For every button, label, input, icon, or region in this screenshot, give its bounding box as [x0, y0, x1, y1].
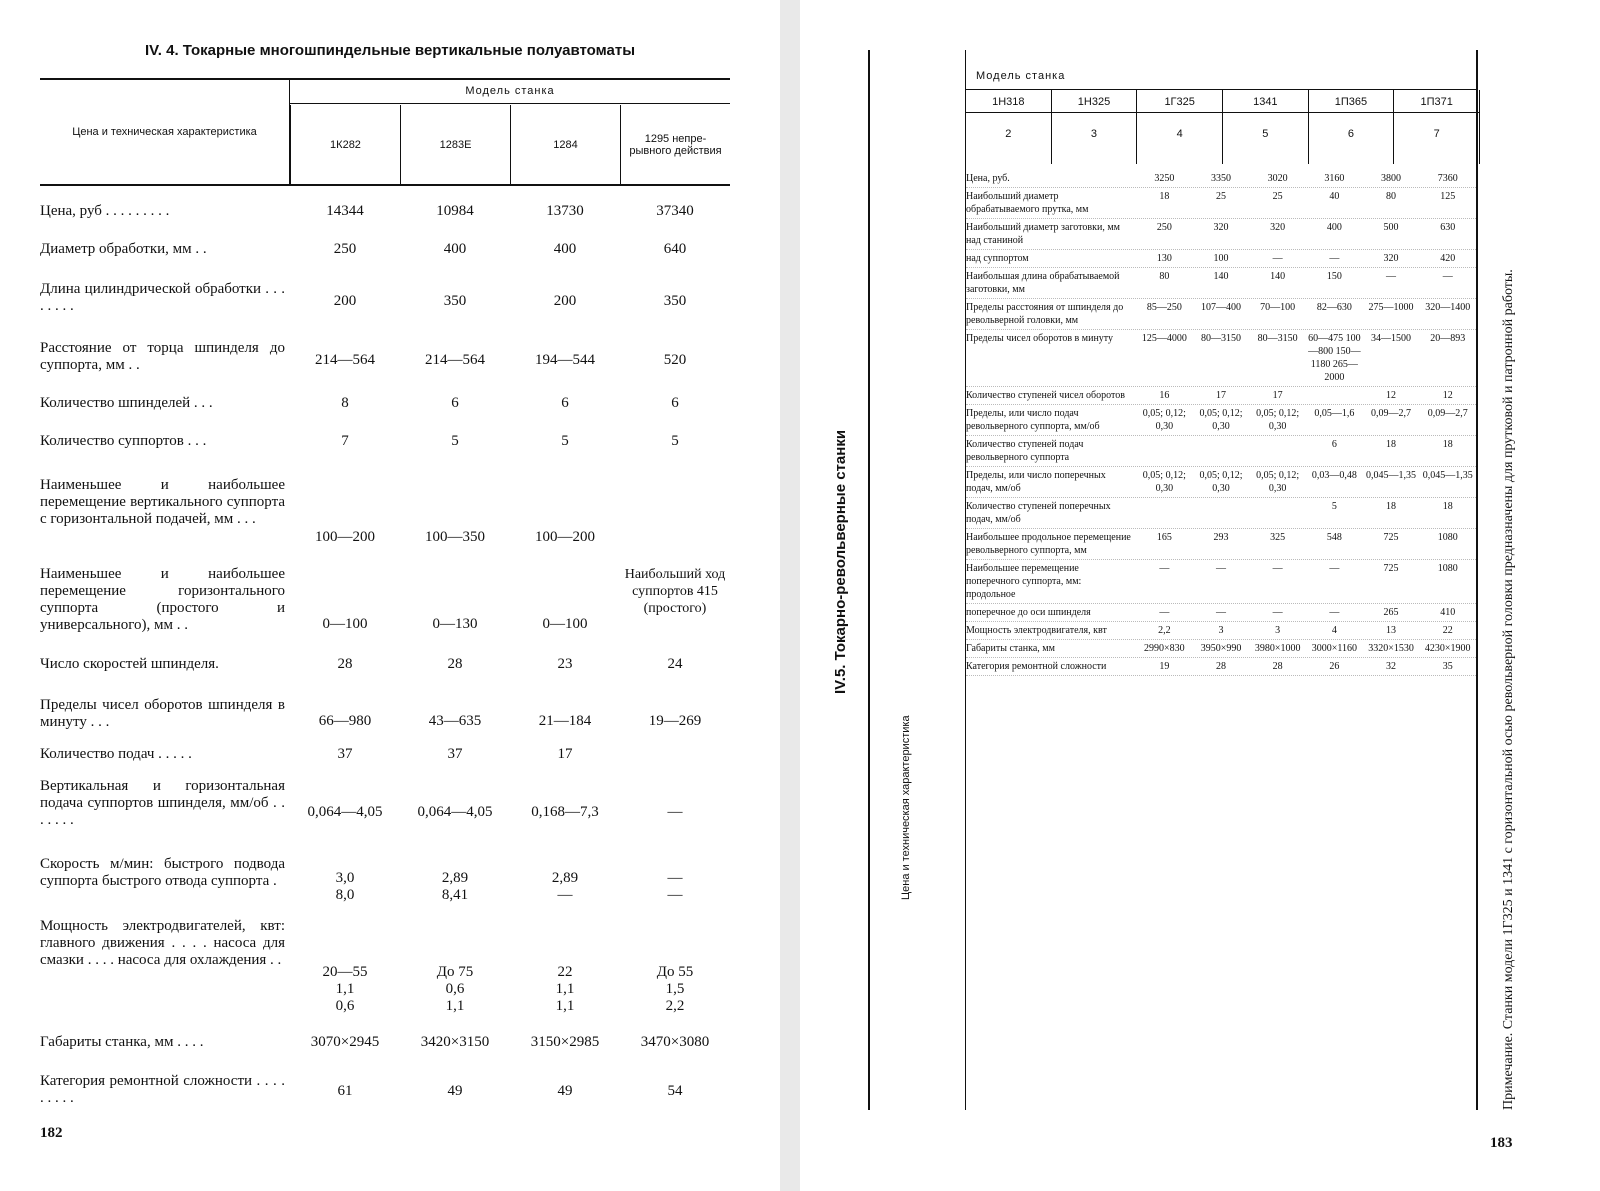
table-row — [966, 467, 1476, 498]
cell-model-3: 0—100 — [542, 616, 588, 632]
cell-model-5: 725 — [1383, 532, 1399, 543]
table-row — [966, 560, 1476, 604]
table-row — [966, 188, 1476, 219]
cell-model-2: 3950×990 — [1200, 643, 1242, 654]
row-label: Цена, руб . . . . . . . . . — [40, 203, 170, 219]
cell-model-2: 3350 — [1211, 173, 1231, 184]
cell-model-4 — [1306, 389, 1363, 402]
column-number: 2 — [1005, 128, 1012, 140]
row-label: Пределы расстояния от шпинделя до револьверной головки, мм — [966, 302, 1124, 326]
cell-model-4: 3160 — [1324, 173, 1345, 184]
cell-model-5: 80 — [1386, 191, 1397, 202]
cell-model-4: 4 — [1331, 625, 1337, 636]
cell-model-2: 350 — [443, 293, 467, 309]
cell-model-2: 17 — [1216, 390, 1226, 401]
model-group-header: Модель станка — [290, 80, 730, 104]
cell-model-5: 13 — [1386, 625, 1397, 636]
model-header-4: 1295 непре-рывного действия — [620, 105, 730, 184]
model-header-1: 1К282 — [290, 105, 400, 184]
cell-model-1 — [1136, 500, 1193, 526]
cell-model-2: 0,05; 0,12; 0,30 — [1199, 470, 1243, 494]
row-label: Наименьшее и наибольшее перемещение вертикального суппорта с горизонтальной подачей, мм . . . — [40, 477, 285, 527]
cell-model-5: 18 — [1386, 439, 1397, 450]
cell-model-6: 125 — [1440, 191, 1456, 202]
cell-model-3: 21—184 — [538, 713, 592, 729]
cell-model-1: 214—564 — [315, 352, 375, 368]
cell-model-1: 130 — [1156, 253, 1172, 264]
cell-model-1: 20—55 1,1 0,6 — [322, 964, 368, 1014]
table-row — [966, 405, 1476, 436]
cell-model-3: 28 — [1272, 661, 1283, 672]
cell-model-2: 100—350 — [425, 529, 485, 545]
cell-model-4: 3470×3080 — [640, 1034, 710, 1050]
cell-model-4: 6 — [1331, 439, 1337, 450]
table-row — [966, 622, 1476, 640]
row-label: Пределы, или число подач револьверного суппорта, мм/об — [966, 408, 1100, 432]
cell-model-3: — — [1272, 253, 1283, 264]
cell-model-1: 0—100 — [322, 616, 368, 632]
cell-model-3: 325 — [1270, 532, 1286, 543]
cell-model-4: Наибольший ход суппортов 415 (простого) — [624, 567, 726, 616]
cell-model-1: 3070×2945 — [310, 1034, 380, 1050]
cell-model-2: 6 — [451, 395, 459, 411]
cell-model-2: 0,05; 0,12; 0,30 — [1199, 408, 1243, 432]
left-table-header — [40, 78, 730, 186]
cell-model-3: 3 — [1275, 625, 1281, 636]
cell-model-5: 3800 — [1381, 173, 1402, 184]
cell-model-2: 0—130 — [432, 616, 478, 632]
model-name: 1П365 — [1309, 96, 1394, 113]
row-label: Расстояние от торца шпинделя до суппорта, мм . . — [40, 340, 285, 373]
cell-model-1: 19 — [1159, 661, 1170, 672]
row-label: Габариты станка, мм — [966, 643, 1055, 654]
cell-model-4: — — — [667, 870, 683, 903]
model-header-2: 1283Е — [400, 105, 510, 184]
cell-model-6: 420 — [1440, 253, 1456, 264]
cell-model-4: 3000×1160 — [1311, 643, 1357, 654]
cell-model-1: 85—250 — [1146, 302, 1182, 313]
row-label: Количество ступеней подач револьверного суппорта — [966, 439, 1084, 463]
model-name: 1П371 — [1394, 96, 1479, 113]
cell-model-4: 0,05—1,6 — [1314, 408, 1355, 419]
row-label: Количество подач . . . . . — [40, 746, 192, 762]
cell-model-2: 25 — [1216, 191, 1226, 202]
cell-model-2: 140 — [1213, 271, 1229, 282]
cell-model-6: 20—893 — [1430, 333, 1466, 344]
cell-model-2: 100 — [1213, 253, 1229, 264]
row-label: Мощность электродвигателей, квт: главного движения . . . . насоса для смазки . . . . насоса для охлаждения . . — [40, 918, 285, 968]
cell-model-1: 61 — [337, 1083, 353, 1099]
table-row — [966, 219, 1476, 250]
right-model-group — [966, 50, 1476, 90]
cell-model-3: 0,05; 0,12; 0,30 — [1256, 408, 1300, 432]
cell-model-4: До 55 1,5 2,2 — [656, 964, 694, 1014]
row-label: Количество ступеней поперечных подач, мм/об — [966, 501, 1111, 525]
cell-model-5: 3320×1530 — [1368, 643, 1414, 654]
cell-model-2: 107—400 — [1201, 302, 1241, 313]
cell-model-4: — — [1329, 563, 1340, 574]
right-model-header — [1052, 90, 1138, 164]
cell-model-4: 37340 — [656, 203, 694, 219]
table-row — [966, 498, 1476, 529]
cell-model-1: 37 — [337, 746, 353, 762]
cell-model-3: 194—544 — [535, 352, 595, 368]
cell-model-2: 3 — [1218, 625, 1224, 636]
right-model-header — [1137, 90, 1223, 164]
cell-model-5: 0,045—1,35 — [1366, 470, 1417, 481]
cell-model-5: 725 — [1383, 563, 1399, 574]
row-label: Количество ступеней чисел оборотов — [966, 390, 1125, 401]
row-label: Категория ремонтной сложности — [966, 661, 1107, 672]
page-number-right: 183 — [1490, 1135, 1513, 1151]
cell-model-2: — — [1216, 563, 1226, 574]
right-model-header — [1223, 90, 1309, 164]
right-model-group-header: Модель станка — [976, 70, 1066, 82]
cell-model-4: 150 — [1326, 271, 1342, 282]
row-label: Диаметр обработки, мм . . — [40, 241, 207, 257]
cell-model-2: 28 — [447, 656, 463, 672]
cell-model-6: 0,045—1,35 — [1422, 470, 1473, 481]
right-model-header — [1309, 90, 1395, 164]
cell-model-4: 54 — [667, 1083, 683, 1099]
row-label: Наибольшее продольное перемещение револьверного суппорта, мм — [966, 532, 1131, 556]
cell-model-3: 100—200 — [535, 529, 595, 545]
cell-model-4: 24 — [667, 656, 683, 672]
cell-model-1: 28 — [337, 656, 353, 672]
cell-model-5: 34—1500 — [1371, 333, 1412, 344]
cell-model-4: 0,03—0,48 — [1311, 470, 1357, 481]
right-table — [868, 50, 1478, 1110]
right-characteristic-header: Цена и техническая характеристика — [900, 715, 912, 900]
cell-model-3: 0,05; 0,12; 0,30 — [1256, 470, 1300, 494]
row-label: над суппортом — [966, 253, 1029, 264]
row-label: Наибольший диаметр заготовки, мм над станиной — [966, 222, 1120, 246]
cell-model-4: 548 — [1326, 532, 1342, 543]
row-label: Вертикальная и горизонтальная подача суппортов шпинделя, мм/об . . . . . . . — [40, 778, 285, 828]
column-number: 3 — [1090, 128, 1098, 140]
cell-model-4: 350 — [663, 293, 687, 309]
cell-model-6: 7360 — [1437, 173, 1458, 184]
table-row — [966, 529, 1476, 560]
cell-model-4: 26 — [1329, 661, 1340, 672]
cell-model-1: 80 — [1159, 271, 1170, 282]
cell-model-6: 1080 — [1437, 563, 1458, 574]
cell-model-3: 400 — [553, 241, 577, 257]
cell-model-1: 18 — [1159, 191, 1170, 202]
cell-model-6: 4230×1900 — [1424, 643, 1471, 654]
column-number: 4 — [1176, 128, 1183, 140]
cell-model-1: 125—4000 — [1141, 333, 1187, 344]
right-model-header — [966, 90, 1052, 164]
right-table-body — [966, 170, 1476, 1110]
cell-model-3: 17 — [1272, 390, 1283, 401]
row-label: Количество шпинделей . . . — [40, 395, 213, 411]
cell-model-5: 0,09—2,7 — [1371, 408, 1412, 419]
cell-model-2: 28 — [1216, 661, 1226, 672]
cell-model-5: 32 — [1386, 661, 1397, 672]
row-label: Длина цилиндрической обработки . . . . . . . . — [40, 281, 285, 314]
cell-model-3: — — [1272, 607, 1283, 618]
row-label: Наименьшее и наибольшее перемещение горизонтального суппорта (простого и универсального), мм . . — [40, 566, 285, 633]
cell-model-4: — — [1329, 253, 1340, 264]
cell-model-1: 0,064—4,05 — [307, 804, 383, 820]
cell-model-3: — — [1272, 563, 1283, 574]
cell-model-4: 6 — [671, 395, 679, 411]
cell-model-4: 5 — [1331, 501, 1337, 512]
cell-model-2 — [1193, 438, 1250, 464]
cell-model-2: 293 — [1213, 532, 1229, 543]
cell-model-2: 49 — [447, 1083, 463, 1099]
cell-model-3: 140 — [1270, 271, 1286, 282]
cell-model-5: 275—1000 — [1368, 302, 1414, 313]
cell-model-2: До 75 0,6 1,1 — [436, 964, 474, 1014]
cell-model-3: 23 — [557, 656, 573, 672]
row-label: Наибольшее перемещение поперечного суппорта, мм: продольное — [966, 563, 1082, 600]
row-label: Пределы чисел оборотов шпинделя в минуту . . . — [40, 697, 285, 730]
cell-model-1: 2,2 — [1158, 625, 1171, 636]
cell-model-3: 3980×1000 — [1254, 643, 1301, 654]
cell-model-2: 400 — [443, 241, 467, 257]
cell-model-1: — — [1159, 607, 1170, 618]
cell-model-1: 7 — [341, 433, 349, 449]
cell-model-5: 320 — [1383, 253, 1399, 264]
cell-model-6: 630 — [1440, 222, 1456, 233]
row-label: Мощность электродвигателя, квт — [966, 625, 1107, 636]
cell-model-6: 0,09—2,7 — [1427, 408, 1468, 419]
row-label: Число скоростей шпинделя. — [40, 656, 219, 672]
cell-model-2: 214—564 — [425, 352, 485, 368]
row-label: Скорость м/мин: быстрого подвода суппорта быстрого отвода суппорта . — [40, 856, 285, 889]
model-name: 1Н325 — [1052, 96, 1137, 113]
cell-model-6: 12 — [1442, 390, 1453, 401]
cell-model-4: 520 — [663, 352, 687, 368]
cell-model-3: 2,89 — — [551, 870, 579, 903]
cell-model-1: 3,0 8,0 — [335, 870, 355, 903]
cell-model-4: — — [667, 804, 683, 820]
cell-model-6: 18 — [1442, 439, 1453, 450]
cell-model-4: 60—475 100—800 150—1180 265—2000 — [1308, 333, 1361, 383]
cell-model-6: 410 — [1440, 607, 1456, 618]
cell-model-6: — — [1442, 271, 1453, 282]
cell-model-3: 3150×2985 — [530, 1034, 600, 1050]
row-label: Наибольший диаметр обрабатываемого прутка, мм — [966, 191, 1089, 215]
cell-model-1: 165 — [1156, 532, 1172, 543]
cell-model-2: 0,064—4,05 — [417, 804, 493, 820]
cell-model-5: 500 — [1383, 222, 1399, 233]
cell-model-4: 19—269 — [648, 713, 702, 729]
cell-model-6: 18 — [1442, 501, 1453, 512]
cell-model-3: 5 — [561, 433, 569, 449]
cell-model-3: 17 — [557, 746, 573, 762]
cell-model-4: 400 — [1326, 222, 1342, 233]
model-name: 1341 — [1223, 96, 1308, 113]
cell-model-1: 0,05; 0,12; 0,30 — [1142, 408, 1186, 432]
cell-model-1: 200 — [333, 293, 357, 309]
row-label: Габариты станка, мм . . . . — [40, 1034, 204, 1050]
cell-model-4: — — [1329, 607, 1340, 618]
cell-model-3: 200 — [553, 293, 577, 309]
page-number-left: 182 — [40, 1125, 63, 1141]
cell-model-1: 250 — [333, 241, 357, 257]
cell-model-2: 10984 — [436, 203, 474, 219]
cell-model-3 — [1249, 500, 1306, 526]
cell-model-1: 14344 — [326, 203, 364, 219]
row-label: Пределы чисел оборотов в минуту — [966, 333, 1114, 344]
cell-model-6: 1080 — [1437, 532, 1458, 543]
cell-model-1: 3250 — [1154, 173, 1175, 184]
cell-model-3: 70—100 — [1260, 302, 1296, 313]
table-row — [966, 170, 1476, 188]
cell-model-1: 66—980 — [318, 713, 372, 729]
page-gutter — [780, 0, 800, 1191]
row-label: Количество суппортов . . . — [40, 433, 207, 449]
cell-model-3: 49 — [557, 1083, 573, 1099]
table-row — [966, 268, 1476, 299]
column-number: 7 — [1433, 128, 1440, 140]
row-label: Пределы, или число поперечных подач, мм/об — [966, 470, 1106, 494]
characteristic-header: Цена и техническая характеристика — [40, 80, 290, 184]
cell-model-1: 2990×830 — [1144, 643, 1185, 654]
cell-model-3: 22 1,1 1,1 — [555, 964, 575, 1014]
cell-model-5: 12 — [1386, 390, 1397, 401]
cell-model-6: 320—1400 — [1425, 302, 1471, 313]
row-label: Наибольшая длина обрабатываемой заготовки, мм — [966, 271, 1120, 295]
cell-model-1: 250 — [1156, 222, 1172, 233]
cell-model-3: 320 — [1270, 222, 1286, 233]
cell-model-5: 265 — [1383, 607, 1399, 618]
table-row — [966, 330, 1476, 387]
right-model-header — [1394, 90, 1480, 164]
cell-model-1: 100—200 — [315, 529, 375, 545]
cell-model-2: — — [1216, 607, 1226, 618]
table-row — [966, 604, 1476, 622]
left-page — [0, 0, 780, 1191]
table-row — [966, 658, 1476, 676]
right-table-title: IV.5. Токарно-револьверные станки — [832, 429, 849, 694]
cell-model-4: 82—630 — [1316, 302, 1352, 313]
cell-model-3 — [1249, 438, 1306, 464]
cell-model-3: 0,168—7,3 — [531, 804, 599, 820]
table-row — [966, 387, 1476, 405]
row-label: Цена, руб. — [966, 173, 1010, 184]
row-label: Категория ремонтной сложности . . . . . . . . . — [40, 1073, 285, 1106]
cell-model-3: 3020 — [1267, 173, 1288, 184]
cell-model-1: — — [1159, 563, 1170, 574]
left-table-title: IV. 4. Токарные многошпиндельные вертикальные полуавтоматы — [144, 42, 636, 59]
cell-model-5: 18 — [1386, 501, 1397, 512]
cell-model-3: 80—3150 — [1257, 333, 1298, 344]
cell-model-1: 16 — [1159, 390, 1170, 401]
cell-model-2: 3420×3150 — [420, 1034, 490, 1050]
cell-model-3: 6 — [561, 395, 569, 411]
cell-model-2: 80—3150 — [1201, 333, 1241, 344]
table-row — [966, 250, 1476, 268]
column-number: 6 — [1347, 128, 1355, 140]
table-row — [966, 299, 1476, 330]
cell-model-1 — [1136, 438, 1193, 464]
cell-model-2: 320 — [1213, 222, 1229, 233]
cell-model-4: 640 — [663, 241, 687, 257]
cell-model-5: — — [1386, 271, 1397, 282]
cell-model-1: 8 — [341, 395, 349, 411]
cell-model-3: 13730 — [546, 203, 584, 219]
cell-model-2: 43—635 — [428, 713, 482, 729]
cell-model-1: 0,05; 0,12; 0,30 — [1142, 470, 1186, 494]
cell-model-2 — [1193, 500, 1250, 526]
cell-model-4: 40 — [1329, 191, 1340, 202]
cell-model-6: 22 — [1442, 625, 1453, 636]
cell-model-3: 25 — [1272, 191, 1283, 202]
model-name: 1Н318 — [966, 96, 1051, 113]
right-characteristic-column — [870, 50, 966, 1110]
model-name: 1Г325 — [1137, 96, 1222, 113]
model-header-3: 1284 — [510, 105, 620, 184]
right-table-note: Примечание. Станки модели 1Г325 и 1341 с горизонтальной осью револьверной головки предназначены для прутковой и патронной работы. — [1501, 269, 1516, 1110]
cell-model-2: 37 — [447, 746, 463, 762]
table-row — [966, 640, 1476, 658]
row-label: поперечное до оси шпинделя — [966, 607, 1091, 618]
cell-model-4: 5 — [671, 433, 679, 449]
column-number: 5 — [1262, 128, 1269, 140]
cell-model-2: 5 — [451, 433, 459, 449]
table-row — [966, 436, 1476, 467]
cell-model-2: 2,89 8,41 — [441, 870, 469, 903]
cell-model-6: 35 — [1442, 661, 1453, 672]
